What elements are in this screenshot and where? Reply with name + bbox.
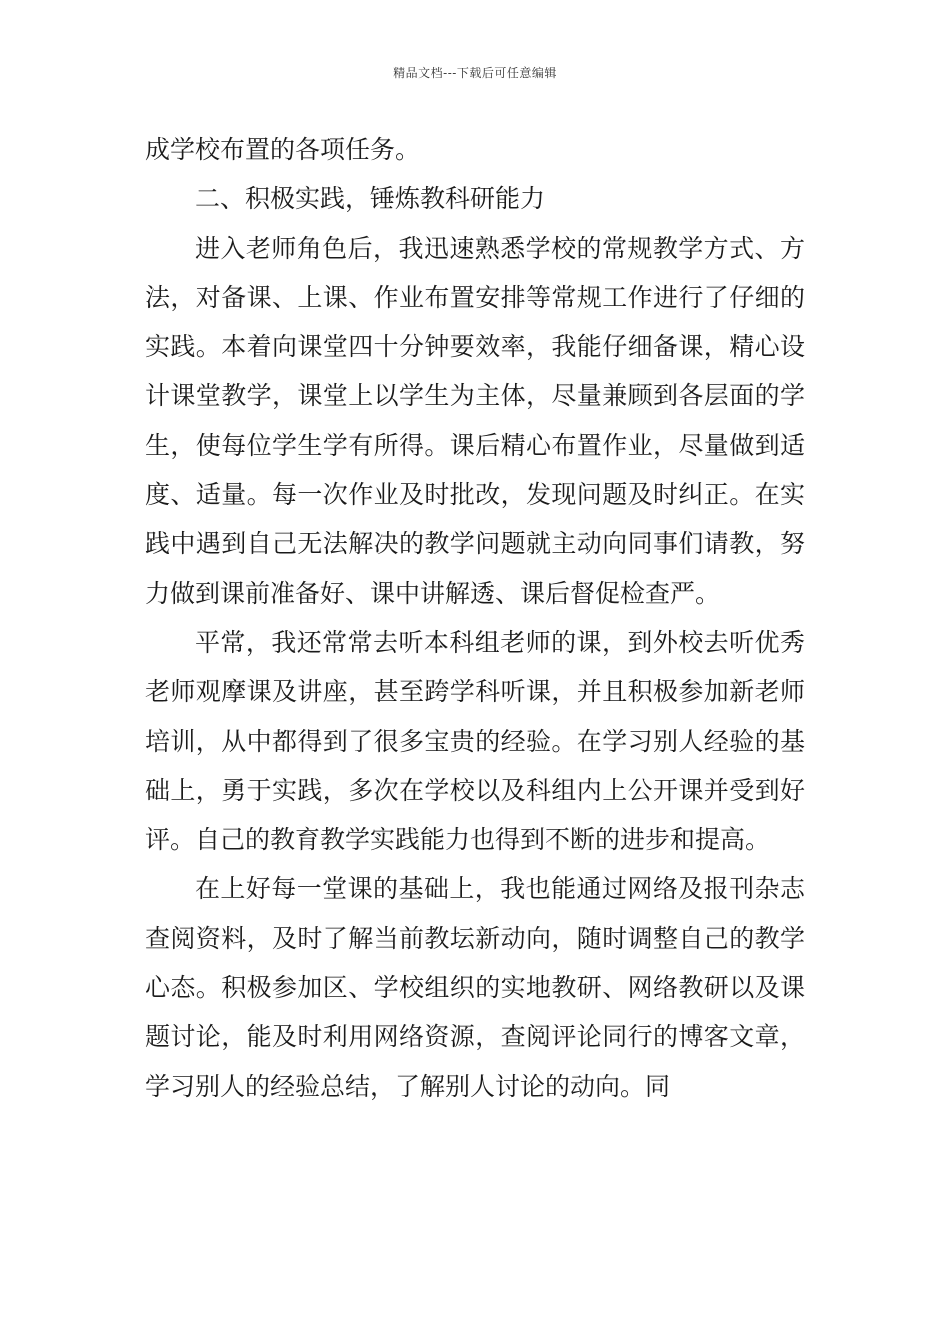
paragraph: 在上好每一堂课的基础上，我也能通过网络及报刊杂志查阅资料，及时了解当前教坛新动向，随时调整自己的教学心态。积极参加区、学校组织的实地教研、网络教研以及课题讨论，能及时利用网络资源，查阅评论同行的博客文章，学习别人的经验总结，了解别人讨论的动向。同: [145, 874, 805, 1101]
header-note: 精品文档---下载后可任意编辑: [393, 66, 557, 80]
paragraph-continuation: 成学校布置的各项任务。: [145, 135, 421, 164]
paragraph: 进入老师角色后，我迅速熟悉学校的常规教学方式、方法，对备课、上课、作业布置安排等常规工作进行了仔细的实践。本着向课堂四十分钟要效率，我能仔细备课，精心设计课堂教学，课堂上以学生为主体，尽量兼顾到各层面的学生，使每位学生学有所得。课后精心布置作业，尽量做到适度、适量。每一次作业及时批改，发现问题及时纠正。在实践中遇到自己无法解决的教学问题就主动向同事们请教，努力做到课前准备好、课中讲解透、课后督促检查严。: [145, 233, 805, 608]
section-heading: 二、积极实践，锤炼教科研能力: [195, 184, 546, 214]
document-body: [145, 125, 805, 1111]
paragraph: 平常，我还常常去听本科组老师的课，到外校去听优秀老师观摩课及讲座，甚至跨学科听课，并且积极参加新老师培训，从中都得到了很多宝贵的经验。在学习别人经验的基础上，勇于实践，多次在学校以及科组内上公开课并受到好评。自己的教育教学实践能力也得到不断的进步和提高。: [145, 627, 805, 855]
